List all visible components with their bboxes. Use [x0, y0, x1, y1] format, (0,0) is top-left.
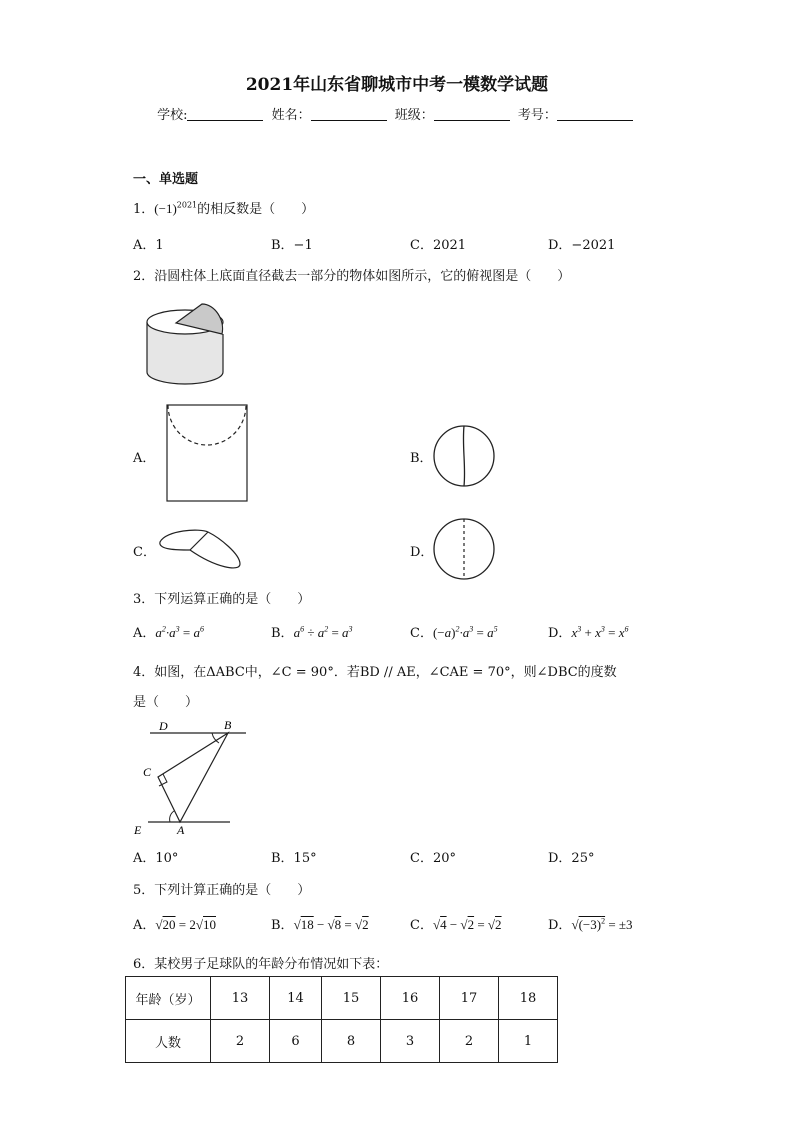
table-cell: 3 — [381, 1020, 440, 1063]
q3-option-a[interactable] — [133, 622, 204, 641]
table-cell: 人数 — [126, 1020, 211, 1063]
q3-option-b-label: B． — [271, 626, 294, 641]
q4-label-e: E — [134, 823, 142, 837]
q3-option-a-formula: $a^2\cdot a^3 = a^6$ — [155, 624, 204, 640]
table-cell: 2 — [440, 1020, 499, 1063]
q1-expr-exp: 2021 — [176, 200, 198, 210]
q1-option-d[interactable]: D．−2021 — [548, 238, 616, 253]
q2-option-c-label[interactable]: C． — [133, 545, 156, 560]
table-cell: 1 — [499, 1020, 558, 1063]
question-4-line-1: 4．如图，在ΔABC中，∠C = 90°．若BD // AE，∠CAE = 70°，则∠DBC的度数 — [133, 665, 617, 680]
q5-option-a-formula: √20 = 2√10 — [155, 917, 216, 932]
q4-option-a[interactable]: A．10° — [133, 851, 179, 866]
table-cell: 16 — [381, 977, 440, 1020]
name-blank[interactable] — [311, 108, 387, 121]
q4-label-b: B — [224, 718, 232, 732]
q2-option-d-figure[interactable] — [432, 517, 496, 581]
q4-triangle-figure — [130, 716, 250, 840]
table-cell: 2 — [211, 1020, 270, 1063]
q3-option-b-formula: $a^6 \div a^2 = a^3$ — [293, 624, 353, 640]
info-class-label: 班级： — [394, 108, 434, 123]
q2-cylinder-figure — [140, 298, 230, 388]
q5-option-a[interactable] — [133, 914, 216, 933]
q2-option-d-label[interactable]: D． — [410, 545, 434, 560]
q1-text: 的相反数是（ ） — [197, 202, 315, 217]
table-cell: 13 — [211, 977, 270, 1020]
q2-option-a-figure[interactable] — [166, 404, 248, 502]
q1-expr-base: (−1) — [154, 201, 177, 216]
table-row — [126, 977, 558, 1020]
q3-option-c[interactable] — [410, 622, 498, 641]
info-school-label: 学校: — [157, 108, 188, 123]
question-6: 6．某校男子足球队的年龄分布情况如下表： — [133, 957, 389, 972]
info-exam-no-label: 考号： — [517, 108, 557, 123]
q5-option-b[interactable] — [271, 914, 369, 933]
table-cell: 18 — [499, 977, 558, 1020]
school-blank[interactable] — [187, 108, 263, 121]
q2-option-b-label[interactable]: B． — [410, 451, 433, 466]
q5-option-d[interactable] — [548, 914, 633, 933]
q3-option-b[interactable] — [271, 622, 353, 641]
table-cell: 17 — [440, 977, 499, 1020]
question-5: 5．下列计算正确的是（ ） — [133, 883, 311, 898]
student-info-line — [0, 104, 794, 123]
q1-option-a[interactable]: A．1 — [133, 238, 164, 253]
age-distribution-table — [125, 976, 558, 1063]
q4-label-c: C — [143, 765, 152, 779]
table-cell: 15 — [322, 977, 381, 1020]
question-1 — [133, 198, 314, 217]
q5-option-c-formula: √4 − √2 = √2 — [432, 917, 502, 932]
q4-label-a: A — [177, 823, 185, 837]
info-name-label: 姓名： — [271, 108, 311, 123]
q3-option-a-label: A． — [133, 626, 156, 641]
q4-label-d: D — [159, 719, 168, 733]
q5-option-c[interactable] — [410, 914, 502, 933]
class-blank[interactable] — [434, 108, 510, 121]
q2-option-c-figure[interactable] — [158, 524, 244, 572]
q1-option-b[interactable]: B．−1 — [271, 238, 313, 253]
q5-option-d-label: D． — [548, 918, 572, 933]
page-title: 2021年山东省聊城市中考一模数学试题 — [245, 75, 549, 95]
q3-option-c-label: C． — [410, 626, 433, 641]
table-cell: 6 — [270, 1020, 322, 1063]
table-cell: 8 — [322, 1020, 381, 1063]
q4-option-d[interactable]: D．25° — [548, 851, 595, 866]
q1-number: 1． — [133, 202, 155, 217]
q5-option-a-label: A． — [133, 918, 156, 933]
q3-option-c-formula: $(-a)^2\cdot a^3 = a^5$ — [432, 624, 498, 640]
question-4-line-2: 是（ ） — [133, 695, 199, 710]
section-title: 一、单选题 — [133, 172, 199, 187]
q3-option-d-formula: $x^3 + x^3 = x^6$ — [571, 624, 629, 640]
q2-option-a-label[interactable]: A． — [133, 451, 156, 466]
question-3: 3．下列运算正确的是（ ） — [133, 592, 311, 607]
q1-option-c[interactable]: C．2021 — [410, 238, 467, 253]
table-cell: 14 — [270, 977, 322, 1020]
q3-option-d[interactable] — [548, 622, 628, 641]
exam-no-blank[interactable] — [557, 108, 633, 121]
q5-option-d-formula: $√(-3)^2 = \pm 3$ — [571, 916, 633, 932]
q5-option-b-formula: √18 − √8 = √2 — [293, 917, 369, 932]
question-2: 2．沿圆柱体上底面直径截去一部分的物体如图所示，它的俯视图是（ ） — [133, 269, 571, 284]
q5-option-c-label: C． — [410, 918, 433, 933]
q2-option-b-figure[interactable] — [432, 424, 496, 488]
table-cell: 年龄（岁） — [126, 977, 211, 1020]
table-row — [126, 1020, 558, 1063]
q5-option-b-label: B． — [271, 918, 294, 933]
q4-option-c[interactable]: C．20° — [410, 851, 456, 866]
q4-option-b[interactable]: B．15° — [271, 851, 317, 866]
q3-option-d-label: D． — [548, 626, 572, 641]
